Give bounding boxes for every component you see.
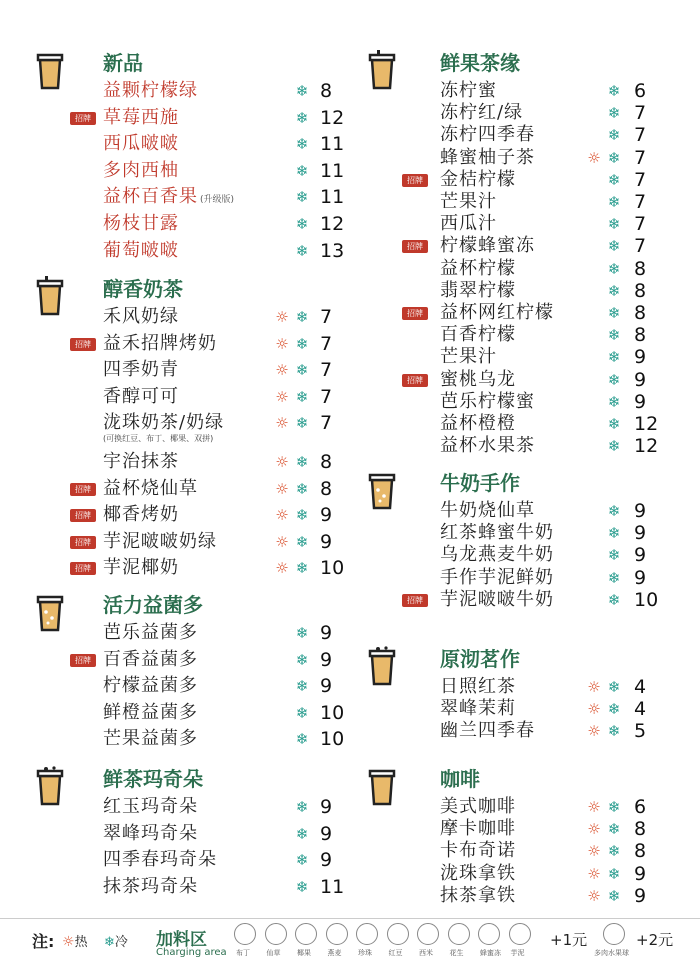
menu-item[interactable] <box>0 384 352 410</box>
item-name-text: 益杯水果茶 <box>440 435 535 457</box>
item-price: 7 <box>320 412 333 435</box>
snowflake-icon: ❄ <box>607 415 621 433</box>
item-price: 9 <box>320 822 333 845</box>
snowflake-icon: ❄ <box>607 82 621 100</box>
menu-item[interactable] <box>0 331 352 357</box>
snowflake-icon: ❄ <box>607 126 621 145</box>
snowflake-icon: ❄ <box>295 215 309 233</box>
section-title: 醇香奶茶 <box>103 277 183 301</box>
snowflake-icon: ❄ <box>295 703 309 722</box>
snowflake-icon: ❄ <box>295 624 309 642</box>
item-name-text: 蜂蜜柚子茶 <box>440 146 535 168</box>
item-name <box>440 587 554 613</box>
snowflake-icon: ❄ <box>295 453 309 471</box>
snowflake-icon: ❄ <box>295 677 309 696</box>
item-name-text: 四季春玛奇朵 <box>103 849 217 871</box>
item-subnote: (可换红豆、布丁、椰果、双拼) <box>103 434 214 443</box>
item-name-text: 冻柠四季春 <box>440 124 535 146</box>
item-price: 7 <box>320 332 333 355</box>
topping-icon <box>295 923 317 945</box>
snowflake-icon: ❄ <box>104 935 115 950</box>
item-name-text: 乌龙燕麦牛奶 <box>440 544 554 566</box>
topping-icon <box>326 923 348 945</box>
item-name-text: 金桔柠檬 <box>440 168 516 190</box>
snowflake-icon: ❄ <box>295 798 309 816</box>
section-title: 新品 <box>103 51 143 75</box>
tier-2-price: +2元 <box>636 931 674 949</box>
fruit-ball-icon <box>603 923 625 945</box>
item-price: 9 <box>634 544 647 567</box>
item-price: 7 <box>320 359 333 382</box>
snowflake-icon: ❄ <box>607 104 621 123</box>
topping-icon <box>265 923 287 945</box>
topping-label: 红豆 <box>388 949 403 957</box>
item-price: 9 <box>634 390 647 413</box>
item-name-text: 百香益菌多 <box>103 648 198 670</box>
item-name <box>103 384 179 410</box>
snowflake-icon: ❄ <box>607 348 621 367</box>
item-name-text: 西瓜汁 <box>440 213 497 235</box>
snowflake-icon: ❄ <box>607 237 621 256</box>
item-name <box>103 131 179 157</box>
sun-icon: ☼ <box>275 308 289 326</box>
item-name <box>103 726 198 752</box>
menu-item[interactable] <box>0 700 352 726</box>
item-name-text: 红玉玛奇朵 <box>103 796 198 817</box>
snowflake-icon: ❄ <box>607 437 621 456</box>
item-name-text: 益颗柠檬绿 <box>103 80 198 101</box>
menu-item[interactable] <box>0 357 352 383</box>
section-title: 鲜茶玛奇朵 <box>103 767 203 791</box>
menu-item[interactable] <box>0 449 352 475</box>
sun-icon: ☼ <box>587 820 601 839</box>
item-name-text: 益杯烧仙草 <box>103 477 198 499</box>
item-name <box>440 883 516 909</box>
item-price: 12 <box>634 413 659 435</box>
item-price: 5 <box>634 720 647 743</box>
item-name <box>103 449 179 475</box>
menu-item[interactable] <box>352 883 700 909</box>
item-price: 8 <box>320 80 333 102</box>
snowflake-icon: ❄ <box>607 590 621 609</box>
menu-item[interactable] <box>0 847 352 873</box>
menu-item[interactable] <box>0 78 352 104</box>
snowflake-icon: ❄ <box>295 108 309 127</box>
item-name <box>103 502 179 528</box>
sun-icon: ☼ <box>587 864 601 883</box>
item-price: 7 <box>634 146 647 169</box>
topping-label: 西米 <box>419 949 433 957</box>
item-price: 10 <box>634 588 659 611</box>
item-price: 7 <box>320 385 333 408</box>
snowflake-icon: ❄ <box>295 851 309 870</box>
item-name-text: 冻柠红/绿 <box>440 102 524 124</box>
menu-item[interactable] <box>352 587 700 613</box>
item-name-text: 益杯网红柠檬 <box>440 302 554 323</box>
item-name <box>103 673 198 699</box>
item-price: 7 <box>634 191 647 213</box>
item-name-text: 冻柠蜜 <box>440 80 497 101</box>
snowflake-icon: ❄ <box>607 215 621 234</box>
item-name-text: 红茶蜂蜜牛奶 <box>440 522 554 544</box>
snowflake-icon: ❄ <box>295 361 309 380</box>
snowflake-icon: ❄ <box>607 820 621 839</box>
toppings-title: 加料区 <box>156 930 207 950</box>
topping-label: 椰果 <box>297 949 311 957</box>
signature-badge: 招牌 <box>70 483 96 496</box>
item-name-text: 芭乐益菌多 <box>103 622 198 643</box>
sun-icon: ☼ <box>587 886 601 905</box>
item-price: 7 <box>320 306 333 328</box>
snowflake-icon: ❄ <box>295 479 309 498</box>
item-name-text: 芋泥啵啵奶绿 <box>103 530 217 552</box>
signature-badge: 招牌 <box>70 562 96 575</box>
sun-icon: ☼ <box>275 532 289 551</box>
section-title: 咖啡 <box>440 767 480 791</box>
signature-badge: 招牌 <box>402 240 428 253</box>
sun-icon: ☼ <box>275 506 289 525</box>
sun-icon: ☼ <box>587 842 601 861</box>
item-name <box>103 158 179 184</box>
section-title: 活力益菌多 <box>103 593 203 617</box>
item-price: 9 <box>634 346 647 369</box>
item-price: 8 <box>634 324 647 347</box>
item-name-text: 芋泥啵啵牛奶 <box>440 588 554 610</box>
menu-item[interactable] <box>0 821 352 847</box>
menu-item[interactable] <box>0 502 352 528</box>
item-name-text: 泷珠拿铁 <box>440 862 516 884</box>
item-price: 9 <box>634 566 647 589</box>
item-name-text: 芒果汁 <box>440 346 497 368</box>
item-name-text: 西瓜啵啵 <box>103 133 179 155</box>
item-price: 7 <box>634 168 647 191</box>
item-name <box>103 357 179 383</box>
item-name-text: 益杯柠檬 <box>440 257 516 279</box>
topping-icon <box>356 923 378 945</box>
topping-label: 燕麦 <box>327 949 342 957</box>
item-name <box>103 105 179 131</box>
tier-2-label: 多肉水果球 <box>594 949 629 957</box>
item-price: 4 <box>634 698 647 721</box>
item-name-text: 多肉西柚 <box>103 159 179 181</box>
signature-badge: 招牌 <box>402 307 428 320</box>
item-price: 9 <box>320 504 333 527</box>
menu-item[interactable] <box>0 105 352 131</box>
item-name-text: 益禾招牌烤奶 <box>103 332 217 354</box>
menu-item[interactable] <box>0 529 352 555</box>
item-price: 8 <box>634 257 647 280</box>
item-name-text: 翠峰茉莉 <box>440 698 516 720</box>
snowflake-icon: ❄ <box>295 188 309 207</box>
item-name-text: 禾风奶绿 <box>103 306 179 327</box>
sun-icon: ☼ <box>275 479 289 498</box>
legend-cold: ❄冷 <box>104 935 128 950</box>
snowflake-icon: ❄ <box>607 798 621 816</box>
item-name-text: 益杯百香果 <box>103 186 198 208</box>
topping-icon <box>509 923 531 945</box>
item-name-text: 香醇可可 <box>103 385 179 407</box>
item-price: 8 <box>320 451 333 473</box>
section-title: 牛奶手作 <box>440 471 520 495</box>
item-name-text: 牛奶烧仙草 <box>440 500 535 521</box>
snowflake-icon: ❄ <box>607 502 621 520</box>
snowflake-icon: ❄ <box>295 414 309 433</box>
item-name <box>103 78 198 104</box>
snowflake-icon: ❄ <box>295 387 309 406</box>
item-price: 10 <box>320 728 345 751</box>
item-name-text: 手作芋泥鲜奶 <box>440 566 554 588</box>
snowflake-icon: ❄ <box>607 259 621 278</box>
snowflake-icon: ❄ <box>607 326 621 345</box>
snowflake-icon: ❄ <box>607 886 621 905</box>
topping-icon <box>417 923 439 945</box>
item-name <box>103 700 198 726</box>
item-name-text: 杨枝甘露 <box>103 213 179 234</box>
item-price: 9 <box>320 648 333 671</box>
snowflake-icon: ❄ <box>607 568 621 587</box>
topping-icon <box>478 923 500 945</box>
item-name <box>103 476 198 502</box>
item-price: 9 <box>634 500 647 522</box>
menu-item[interactable] <box>0 620 352 646</box>
item-price: 9 <box>634 522 647 545</box>
topping-label: 布丁 <box>236 949 250 957</box>
item-price: 6 <box>634 796 647 818</box>
item-name-text: 芒果益菌多 <box>103 728 198 750</box>
item-name-text: 日照红茶 <box>440 676 516 697</box>
item-name-text: 百香柠檬 <box>440 324 516 346</box>
menu-item[interactable] <box>0 874 352 900</box>
item-name-text: 芋泥椰奶 <box>103 557 179 579</box>
item-price: 13 <box>320 239 345 262</box>
sun-icon: ☼ <box>275 387 289 406</box>
snowflake-icon: ❄ <box>295 559 309 578</box>
snowflake-icon: ❄ <box>295 877 309 896</box>
snowflake-icon: ❄ <box>607 524 621 543</box>
menu-item[interactable] <box>0 304 352 330</box>
item-price: 11 <box>320 159 345 182</box>
item-name-text: 摩卡咖啡 <box>440 818 516 840</box>
sun-icon: ☼ <box>587 722 601 741</box>
snowflake-icon: ❄ <box>295 241 309 260</box>
menu-item[interactable] <box>0 794 352 820</box>
sun-icon: ☼ <box>275 559 289 578</box>
item-name <box>103 555 179 581</box>
menu-item[interactable] <box>0 555 352 581</box>
sun-icon: ☼ <box>587 678 601 696</box>
item-price: 8 <box>634 279 647 302</box>
signature-badge: 招牌 <box>70 654 96 667</box>
sun-icon: ☼ <box>587 700 601 719</box>
menu-item[interactable] <box>0 647 352 673</box>
snowflake-icon: ❄ <box>607 281 621 300</box>
section-title: 原沏茗作 <box>440 647 520 671</box>
item-name <box>103 304 179 330</box>
item-price: 8 <box>634 840 647 863</box>
item-name <box>103 331 217 357</box>
item-name <box>440 433 535 459</box>
item-name-text: 四季奶青 <box>103 359 179 381</box>
signature-badge: 招牌 <box>70 536 96 549</box>
snowflake-icon: ❄ <box>607 864 621 883</box>
snowflake-icon: ❄ <box>295 135 309 154</box>
sun-icon: ☼ <box>275 453 289 471</box>
item-name-text: 美式咖啡 <box>440 796 516 817</box>
signature-badge: 招牌 <box>70 338 96 351</box>
sun-icon: ☼ <box>587 798 601 816</box>
item-price: 9 <box>634 862 647 885</box>
item-price: 8 <box>634 818 647 841</box>
signature-badge: 招牌 <box>402 374 428 387</box>
tier-1-price: +1元 <box>550 931 588 949</box>
item-price: 7 <box>634 213 647 236</box>
sun-icon: ☼ <box>62 934 75 950</box>
snowflake-icon: ❄ <box>607 700 621 719</box>
item-name <box>103 620 198 646</box>
menu-item[interactable] <box>0 238 352 264</box>
item-price: 9 <box>320 796 333 818</box>
snowflake-icon: ❄ <box>607 304 621 322</box>
topping-label: 仙草 <box>266 949 281 957</box>
item-price: 12 <box>320 213 345 235</box>
item-name-text: 抹茶拿铁 <box>440 884 516 906</box>
toppings-subtitle: Charging area <box>156 947 227 958</box>
item-price: 9 <box>634 884 647 907</box>
menu-item[interactable] <box>0 184 352 210</box>
legend-footer <box>0 918 700 959</box>
item-name-text: 幽兰四季春 <box>440 720 535 742</box>
topping-icon <box>234 923 256 945</box>
item-price: 9 <box>320 622 333 644</box>
item-name-text: 芭乐柠檬蜜 <box>440 390 535 412</box>
snowflake-icon: ❄ <box>607 193 621 211</box>
menu-item[interactable] <box>0 673 352 699</box>
item-name <box>440 718 535 744</box>
item-price: 10 <box>320 557 345 580</box>
item-price: 6 <box>634 80 647 102</box>
item-name <box>103 847 217 873</box>
item-name <box>103 874 198 900</box>
legend-note: 注: <box>32 932 55 951</box>
legend-hot: ☼热 <box>62 934 88 950</box>
topping-label: 珍珠 <box>358 949 372 957</box>
sun-icon: ☼ <box>587 148 601 167</box>
item-name <box>103 238 179 264</box>
item-name-text: 葡萄啵啵 <box>103 239 179 261</box>
item-price: 7 <box>634 124 647 147</box>
item-price: 9 <box>320 530 333 553</box>
sun-icon: ☼ <box>275 334 289 353</box>
item-name <box>103 821 198 847</box>
item-price: 9 <box>634 368 647 391</box>
item-name-text: 翡翠柠檬 <box>440 279 516 301</box>
menu-item[interactable] <box>0 158 352 184</box>
snowflake-icon: ❄ <box>295 308 309 326</box>
snowflake-icon: ❄ <box>295 506 309 525</box>
signature-badge: 招牌 <box>402 594 428 607</box>
snowflake-icon: ❄ <box>607 370 621 389</box>
snowflake-icon: ❄ <box>295 334 309 353</box>
signature-badge: 招牌 <box>70 509 96 522</box>
item-note: (升级版) <box>200 195 235 206</box>
menu-item[interactable] <box>0 726 352 752</box>
item-price: 12 <box>320 106 345 129</box>
snowflake-icon: ❄ <box>607 148 621 167</box>
item-name <box>103 794 198 820</box>
snowflake-icon: ❄ <box>295 824 309 843</box>
item-price: 8 <box>320 477 333 500</box>
item-name-text: 椰香烤奶 <box>103 504 179 526</box>
item-price: 11 <box>320 875 345 898</box>
snowflake-icon: ❄ <box>295 650 309 669</box>
snowflake-icon: ❄ <box>607 722 621 741</box>
topping-label: 蜂蜜冻 <box>480 949 501 957</box>
snowflake-icon: ❄ <box>607 392 621 411</box>
snowflake-icon: ❄ <box>607 842 621 861</box>
item-price: 11 <box>320 133 345 156</box>
item-name-text: 柠檬蜂蜜冻 <box>440 235 535 257</box>
snowflake-icon: ❄ <box>607 546 621 565</box>
item-price: 11 <box>320 186 345 209</box>
menu-item[interactable] <box>0 476 352 502</box>
snowflake-icon: ❄ <box>295 161 309 180</box>
item-name-text: 抹茶玛奇朵 <box>103 875 198 897</box>
item-price: 8 <box>634 302 647 324</box>
topping-label: 芋泥 <box>510 949 525 957</box>
topping-label: 花生 <box>449 949 464 957</box>
item-name-text: 蜜桃乌龙 <box>440 368 516 390</box>
item-price: 7 <box>634 102 647 125</box>
item-name-text: 泷珠奶茶/奶绿 <box>103 412 225 434</box>
snowflake-icon: ❄ <box>295 532 309 551</box>
item-price: 9 <box>320 675 333 698</box>
item-price: 4 <box>634 676 647 698</box>
item-name-text: 翠峰玛奇朵 <box>103 822 198 844</box>
item-name-text: 宇治抹茶 <box>103 451 179 472</box>
menu-item[interactable] <box>0 131 352 157</box>
topping-icon <box>448 923 470 945</box>
item-name <box>103 211 179 237</box>
menu-item[interactable] <box>352 718 700 744</box>
item-name-text: 柠檬益菌多 <box>103 675 198 697</box>
item-price: 10 <box>320 701 345 724</box>
item-name <box>103 647 198 673</box>
menu-item[interactable] <box>0 211 352 237</box>
item-name <box>103 184 234 213</box>
item-name <box>103 529 217 555</box>
sun-icon: ☼ <box>275 361 289 380</box>
snowflake-icon: ❄ <box>607 170 621 189</box>
section-title: 鲜果茶缘 <box>440 51 520 75</box>
sun-icon: ☼ <box>275 414 289 433</box>
item-name-text: 芒果汁 <box>440 191 497 212</box>
snowflake-icon: ❄ <box>607 678 621 696</box>
topping-icon <box>387 923 409 945</box>
signature-badge: 招牌 <box>70 112 96 125</box>
item-price: 7 <box>634 235 647 258</box>
snowflake-icon: ❄ <box>295 730 309 749</box>
menu-item[interactable] <box>352 433 700 459</box>
snowflake-icon: ❄ <box>295 82 309 100</box>
item-price: 12 <box>634 435 659 458</box>
item-name-text: 卡布奇诺 <box>440 840 516 862</box>
item-name-text: 益杯橙橙 <box>440 413 516 434</box>
item-price: 9 <box>320 849 333 872</box>
signature-badge: 招牌 <box>402 174 428 187</box>
item-name-text: 草莓西施 <box>103 106 179 128</box>
item-name-text: 鲜橙益菌多 <box>103 701 198 723</box>
